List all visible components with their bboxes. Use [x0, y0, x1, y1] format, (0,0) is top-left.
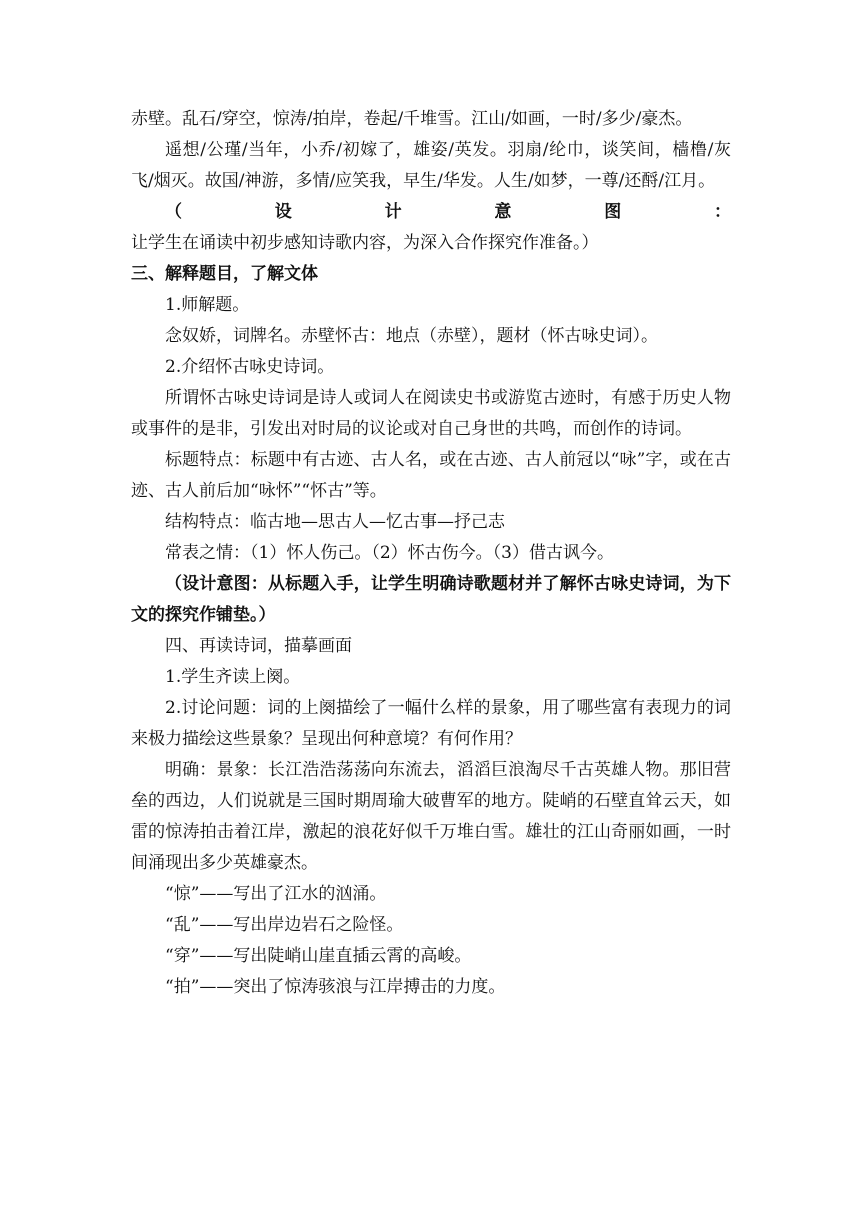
item-1: 1.师解题。	[165, 295, 250, 315]
word-pai: “拍”——突出了惊涛骇浪与江岸搏击的力度。	[165, 977, 506, 997]
item-4-1: 1.学生齐读上阕。	[165, 667, 301, 687]
title-explain: 念奴娇，词牌名。赤壁怀古：地点（赤壁），题材（怀古咏史词）。	[165, 326, 658, 346]
structure-features: 结构特点：临古地—思古人—忆古事—抒己志	[165, 512, 505, 532]
document-body	[131, 104, 731, 1003]
answer: 明确：景象：长江浩浩荡荡向东流去，滔滔巨浪淘尽千古英雄人物。那旧营垒的西边，人们说就是三国时期周瑜大破曹军的地方。陡峭的石壁直耸云天，如雷的惊涛拍击着江岸，激起的浪花好似千万堆白雪。雄壮的江山奇丽如画，一时间涌现出多少英雄豪杰。	[131, 760, 731, 873]
item-4-2: 2.讨论问题：词的上阕描绘了一幅什么样的景象，用了哪些富有表现力的词来极力描绘这些景象？呈现出何种意境？有何作用？	[131, 698, 731, 749]
design-intent-1	[131, 197, 731, 259]
poem-line-2: 遥想/公瑾/当年，小乔/初嫁了，雄姿/英发。羽扇/纶巾，谈笑间，樯橹/灰飞/烟灭。故国/神游，多情/应笑我，早生/华发。人生/如梦，一尊/还酹/江月。	[131, 140, 731, 191]
section-3-heading: 三、解释题目，了解文体	[131, 264, 318, 284]
word-chuan: “穿”——写出陡峭山崖直插云霄的高峻。	[165, 946, 472, 966]
design-intent-text: 让学生在诵读中初步感知诗歌内容，为深入合作探究作准备。）	[131, 233, 599, 253]
poem-line-1: 赤壁。乱石/穿空，惊涛/拍岸，卷起/千堆雪。江山/如画，一时/多少/豪杰。	[131, 109, 693, 129]
word-luan: “乱”——写出岸边岩石之险怪。	[165, 915, 404, 935]
common-emotions: 常表之情：（1）怀人伤己。（2）怀古伤今。（3）借古讽今。	[165, 543, 614, 563]
item-2: 2.介绍怀古咏史诗词。	[165, 357, 335, 377]
title-features: 标题特点：标题中有古迹、古人名，或在古迹、古人前冠以“咏”字，或在古迹、古人前后加“咏怀”“怀古”等。	[131, 450, 731, 501]
definition: 所谓怀古咏史诗词是诗人或词人在阅读史书或游览古迹时，有感于历史人物或事件的是非，引发出对时局的议论或对自己身世的共鸣，而创作的诗词。	[131, 388, 731, 439]
word-jing: “惊”——写出了江水的汹涌。	[165, 884, 387, 904]
section-4-heading: 四、再读诗词，描摹画面	[165, 636, 352, 656]
design-intent-label: （设计意图：	[165, 202, 731, 222]
design-intent-2: （设计意图：从标题入手，让学生明确诗歌题材并了解怀古咏史诗词，为下文的探究作铺垫。）	[131, 574, 731, 625]
